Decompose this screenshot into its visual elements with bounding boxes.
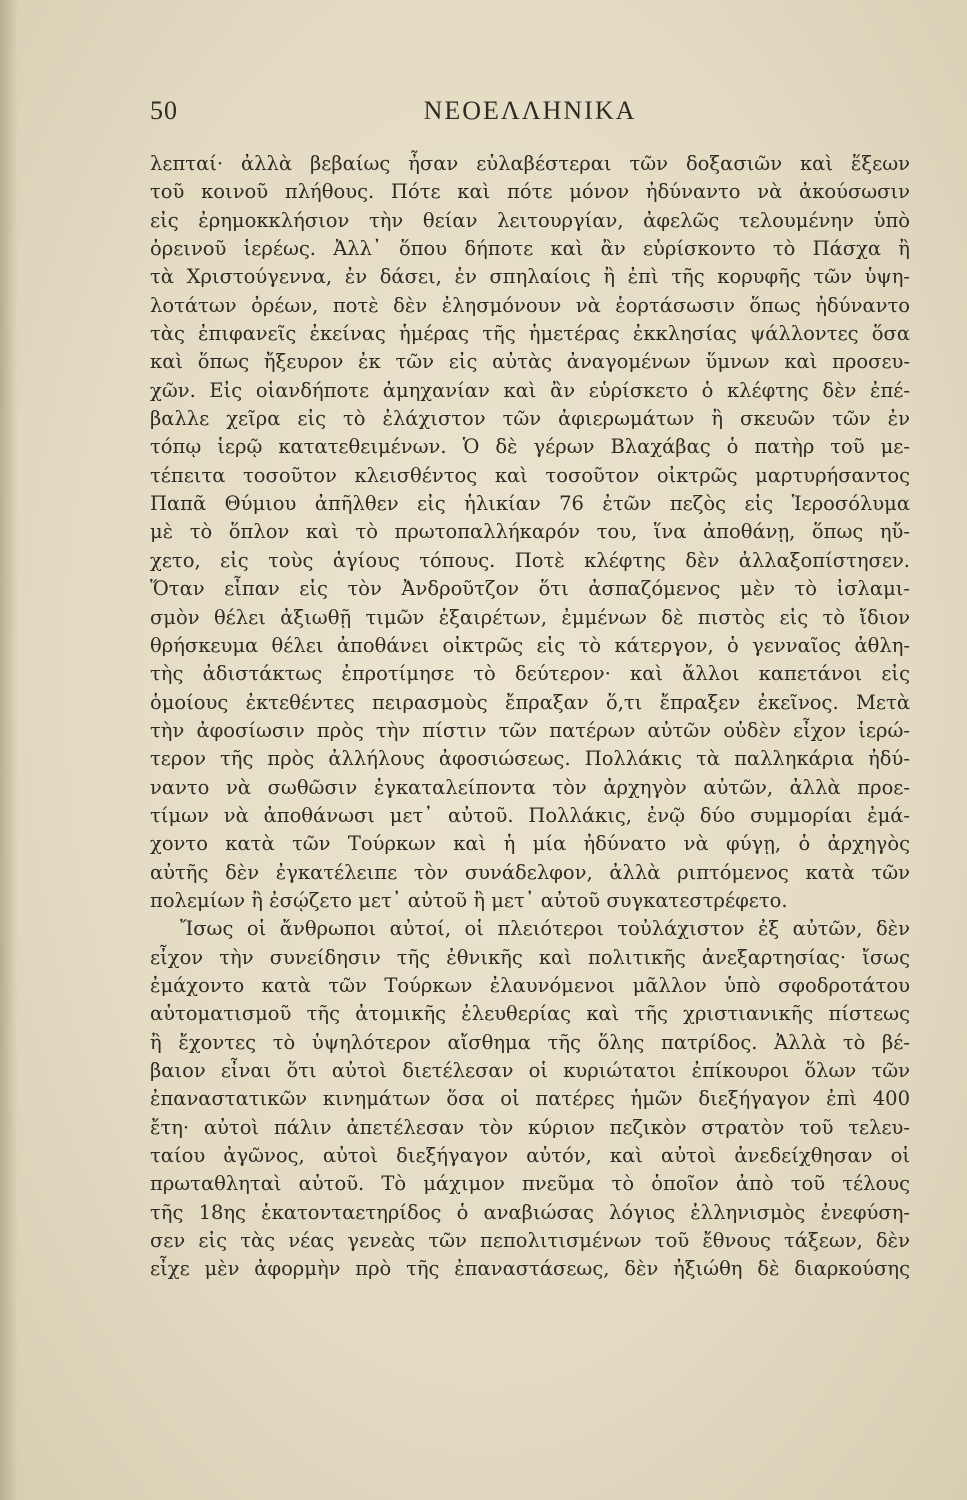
body-text xyxy=(150,150,910,1284)
text-line: λοτάτων ὀρέων, ποτὲ δὲν ἐλησμόνουν νὰ ἑορτάσωσιν ὅπως ἠδύναντο xyxy=(150,293,910,317)
page-number: 50 xyxy=(150,96,178,125)
text-line: χοντο κατὰ τῶν Τούρκων καὶ ἡ μία ἠδύνατο νὰ φύγῃ, ὁ ἀρχηγὸς xyxy=(150,832,910,856)
text-line: τόπῳ ἱερῷ κατατεθειμένων. Ὁ δὲ γέρων Βλαχάβας ὁ πατὴρ τοῦ με- xyxy=(150,435,910,459)
text-line: ταίου ἀγῶνος, αὐτοὶ διεξήγαγον αὐτόν, καὶ αὐτοὶ ἀνεδείχθησαν οἱ xyxy=(150,1144,910,1168)
text-line: ὀρεινοῦ ἱερέως. Ἀλλ᾽ ὅπου δήποτε καὶ ἂν εὑρίσκοντο τὸ Πάσχα ἢ xyxy=(150,237,910,261)
text-line: πολεμίων ἢ ἐσῴζετο μετ᾽ αὐτοῦ ἢ μετ᾽ αὐτοῦ συγκατεστρέφετο. xyxy=(150,888,788,912)
text-line: σεν εἰς τὰς νέας γενεὰς τῶν πεπολιτισμένων τοῦ ἔθνους τάξεων, δὲν xyxy=(150,1229,910,1253)
text-line: πρωταθληταὶ αὐτοῦ. Τὸ μάχιμον πνεῦμα τὸ ὁποῖον ἀπὸ τοῦ τέλους xyxy=(150,1172,910,1196)
text-line: αὐτοματισμοῦ τῆς ἀτομικῆς ἐλευθερίας καὶ τῆς χριστιανικῆς πίστεως xyxy=(150,1002,910,1026)
text-line: ἐπαναστατικῶν κινημάτων ὅσα οἱ πατέρες ἡμῶν διεξήγαγον ἐπὶ 400 xyxy=(150,1087,910,1111)
text-line: τίμων νὰ ἀποθάνωσι μετ᾽ αὐτοῦ. Πολλάκις, ἐνῷ δύο συμμορίαι ἐμά- xyxy=(150,803,910,827)
text-line: Ἴσως οἱ ἄνθρωποι αὐτοί, οἱ πλειότεροι τοὐλάχιστον ἐξ αὐτῶν, δὲν xyxy=(180,917,910,941)
text-line: τὰ Χριστούγεννα, ἐν δάσει, ἐν σπηλαίοις ἢ ἐπὶ τῆς κορυφῆς τῶν ὑψη- xyxy=(150,265,910,289)
page-header xyxy=(150,96,910,136)
text-line: μὲ τὸ ὅπλον καὶ τὸ πρωτοπαλλήκαρόν του, ἵνα ἀποθάνῃ, ὅπως ηὔ- xyxy=(150,520,910,544)
text-line: χῶν. Εἰς οἱανδήποτε ἀμηχανίαν καὶ ἂν εὑρίσκετο ὁ κλέφτης δὲν ἐπέ- xyxy=(150,378,910,402)
text-line: ἔτη· αὐτοὶ πάλιν ἀπετέλεσαν τὸν κύριον πεζικὸν στρατὸν τοῦ τελευ- xyxy=(150,1115,910,1139)
text-line: καὶ ὅπως ἤξευρον ἐκ τῶν εἰς αὐτὰς ἀναγομένων ὕμνων καὶ προσευ- xyxy=(150,350,910,374)
text-line: ἐμάχοντο κατὰ τῶν Τούρκων ἐλαυνόμενοι μᾶλλον ὑπὸ σφοδροτάτου xyxy=(150,973,910,997)
text-line: αὐτῆς δὲν ἐγκατέλειπε τὸν συνάδελφον, ἀλλὰ ριπτόμενος κατὰ τῶν xyxy=(150,860,910,884)
text-line: τὴς ἀδιστάκτως ἐπροτίμησε τὸ δεύτερον· καὶ ἄλλοι καπετάνοι εἰς xyxy=(150,662,910,686)
text-line: χετο, εἰς τοὺς ἁγίους τόπους. Ποτὲ κλέφτης δὲν ἀλλαξοπίστησεν. xyxy=(150,548,910,572)
text-line: τῆς 18ης ἑκατονταετηρίδος ὁ αναβιώσας λόγιος ἑλληνισμὸς ἐνεφύση- xyxy=(150,1200,910,1224)
text-line: τοῦ κοινοῦ πλήθους. Πότε καὶ πότε μόνον ἠδύναντο νὰ ἀκούσωσιν xyxy=(150,180,910,204)
text-line: εἰς ἐρημοκκλήσιον τὴν θείαν λειτουργίαν, ἀφελῶς τελουμένην ὑπὸ xyxy=(150,208,910,232)
text-line: θρήσκευμα θέλει ἀποθάνει οἰκτρῶς εἰς τὸ κάτεργον, ὁ γενναῖος ἀθλη- xyxy=(150,633,910,657)
page-gutter-shadow xyxy=(0,0,18,1500)
text-line: τερον τῆς πρὸς ἀλλήλους ἀφοσιώσεως. Πολλάκις τὰ παλληκάρια ἠδύ- xyxy=(150,747,910,771)
text-line: ἢ ἔχοντες τὸ ὑψηλότερον αἴσθημα τῆς ὅλης πατρίδος. Ἀλλὰ τὸ βέ- xyxy=(150,1030,910,1054)
text-line: τὴν ἀφοσίωσιν πρὸς τὴν πίστιν τῶν πατέρων αὐτῶν οὐδὲν εἶχον ἱερώ- xyxy=(150,718,910,742)
text-line: Παπᾶ Θύμιου ἀπῆλθεν εἰς ἡλικίαν 76 ἐτῶν πεζὸς εἰς Ἱεροσόλυμα xyxy=(150,492,910,516)
running-title: ΝΕΟΕΛΛΗΝΙΚΑ xyxy=(423,96,637,125)
text-line: λεπταί· ἀλλὰ βεβαίως ἦσαν εὐλαβέστεραι τῶν δοξασιῶν καὶ ἕξεων xyxy=(150,152,910,175)
text-line: εἶχε μὲν ἀφορμὴν πρὸ τῆς ἐπαναστάσεως, δὲν ἠξιώθη δὲ διαρκούσης xyxy=(150,1257,910,1281)
text-line: τέπειτα τοσοῦτον κλεισθέντος καὶ τοσοῦτον οἰκτρῶς μαρτυρήσαντος xyxy=(150,463,910,487)
text-line: εἶχον τὴν συνείδησιν τῆς ἐθνικῆς καὶ πολιτικῆς ἀνεξαρτησίας· ἴσως xyxy=(150,945,910,969)
text-line: σμὸν θέλει ἀξιωθῇ τιμῶν ἐξαιρέτων, ἐμμένων δὲ πιστὸς εἰς τὸ ἴδιον xyxy=(150,605,910,629)
text-line: τὰς ἐπιφανεῖς ἐκείνας ἡμέρας τῆς ἡμετέρας ἐκκλησίας ψάλλοντες ὅσα xyxy=(150,322,910,346)
text-line: ὁμοίους ἐκτεθέντες πειρασμοὺς ἔπραξαν ὅ,τι ἔπραξεν ἐκεῖνος. Μετὰ xyxy=(150,690,910,714)
text-line: ναντο νὰ σωθῶσιν ἐγκαταλείποντα τὸν ἀρχηγὸν αὐτῶν, ἀλλὰ προε- xyxy=(150,775,910,799)
text-line: Ὅταν εἶπαν εἰς τὸν Ἀνδροῦτζον ὅτι ἀσπαζόμενος μὲν τὸ ἰσλαμι- xyxy=(150,577,910,601)
text-line: βαλλε χεῖρα εἰς τὸ ἐλάχιστον τῶν ἀφιερωμάτων ἢ σκευῶν τῶν ἐν xyxy=(150,407,910,431)
text-line: βαιον εἶναι ὅτι αὐτοὶ διετέλεσαν οἱ κυριώτατοι ἐπίκουροι ὅλων τῶν xyxy=(150,1059,910,1082)
